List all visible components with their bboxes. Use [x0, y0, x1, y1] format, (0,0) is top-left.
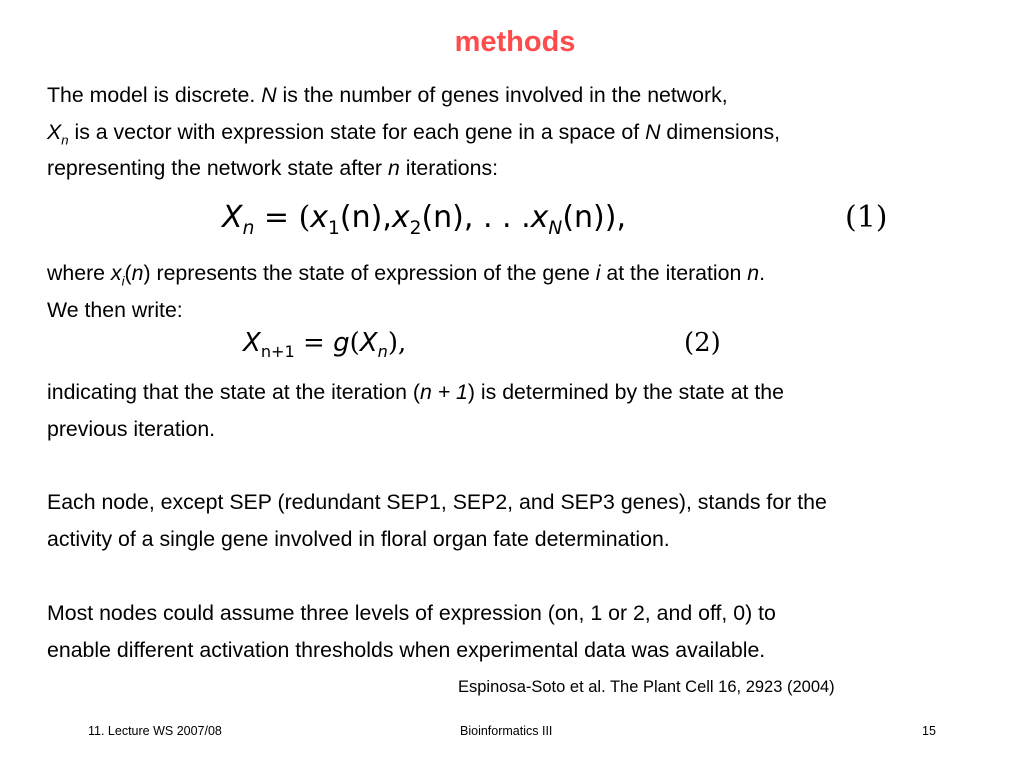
eq-argument: (n), . . .: [421, 200, 531, 235]
we-then-write-line: We then write:: [47, 298, 183, 322]
eq-paren: (: [349, 328, 360, 358]
var-N: N: [645, 120, 661, 144]
text-run: (: [124, 261, 132, 285]
text-run: where: [47, 261, 111, 285]
intro-line-3: [47, 155, 498, 181]
eq-symbol: g: [333, 328, 350, 358]
eq-symbol: X: [243, 328, 261, 358]
text-run: dimensions,: [660, 120, 781, 144]
var-n-plus-1: n + 1: [419, 380, 468, 404]
equation-2: [243, 328, 406, 361]
text-run: The model is discrete.: [47, 83, 262, 107]
var-x: x: [110, 261, 122, 285]
eq-paren: ),: [387, 328, 407, 358]
eq-subscript: 1: [328, 218, 340, 239]
text-run: iterations:: [399, 156, 499, 180]
text-run: at the iteration: [600, 261, 748, 285]
node-paragraph-line-1: Each node, except SEP (redundant SEP1, SEP2, and SEP3 genes), stands for the: [47, 490, 827, 514]
equation-1: [222, 200, 626, 239]
var-n: n: [387, 156, 400, 180]
var-n: n: [747, 261, 760, 285]
citation: Espinosa-Soto et al. The Plant Cell 16, 2923 (2004): [458, 678, 835, 696]
text-run: ) represents the state of expression of the gene: [143, 261, 596, 285]
indicating-line-1: [47, 379, 784, 405]
var-N: N: [261, 83, 277, 107]
eq-subscript: 2: [409, 218, 422, 239]
text-run: ) is determined by the state at the: [467, 380, 784, 404]
text-run: representing the network state after: [47, 156, 388, 180]
eq-subscript: n: [242, 218, 255, 239]
equation-1-number: (1): [845, 200, 888, 235]
eq-argument: (n),: [339, 200, 392, 235]
text-run: indicating that the state at the iteration (: [47, 380, 420, 404]
footer-course: Bioinformatics III: [460, 724, 553, 738]
node-paragraph-line-2: activity of a single gene involved in floral organ fate determination.: [47, 527, 670, 551]
equation-2-number: (2): [684, 328, 721, 358]
eq-symbol: X: [359, 328, 378, 358]
text-run: is the number of genes involved in the network,: [276, 83, 728, 107]
eq-operator: =: [294, 328, 334, 358]
intro-line-2: [47, 119, 780, 153]
eq-subscript: n: [377, 342, 388, 362]
eq-subscript: n+1: [260, 342, 295, 362]
slide-title: methods: [454, 26, 576, 58]
intro-line-1: [47, 82, 728, 108]
indicating-line-2: previous iteration.: [47, 417, 216, 441]
levels-paragraph-line-2: enable different activation thresholds when experimental data was available.: [47, 638, 766, 662]
footer-lecture: 11. Lecture WS 2007/08: [88, 724, 222, 738]
eq-subscript: N: [548, 218, 563, 239]
where-line: [47, 260, 765, 294]
var-i-subscript: i: [121, 273, 125, 289]
footer-page-number: 15: [922, 724, 936, 738]
eq-argument: (n)),: [562, 200, 627, 235]
eq-symbol: x: [310, 200, 329, 235]
var-X: X: [47, 120, 62, 144]
text-run: is a vector with expression state for each gene in a space of: [68, 120, 646, 144]
text-run: .: [759, 261, 766, 285]
eq-operator: = (: [254, 200, 311, 235]
eq-symbol: x: [391, 200, 410, 235]
var-i: i: [595, 261, 601, 285]
var-n: n: [131, 261, 144, 285]
levels-paragraph-line-1: Most nodes could assume three levels of expression (on, 1 or 2, and off, 0) to: [47, 601, 776, 625]
eq-symbol: x: [530, 200, 549, 235]
eq-symbol: X: [222, 200, 243, 235]
var-n-subscript: n: [61, 132, 69, 148]
